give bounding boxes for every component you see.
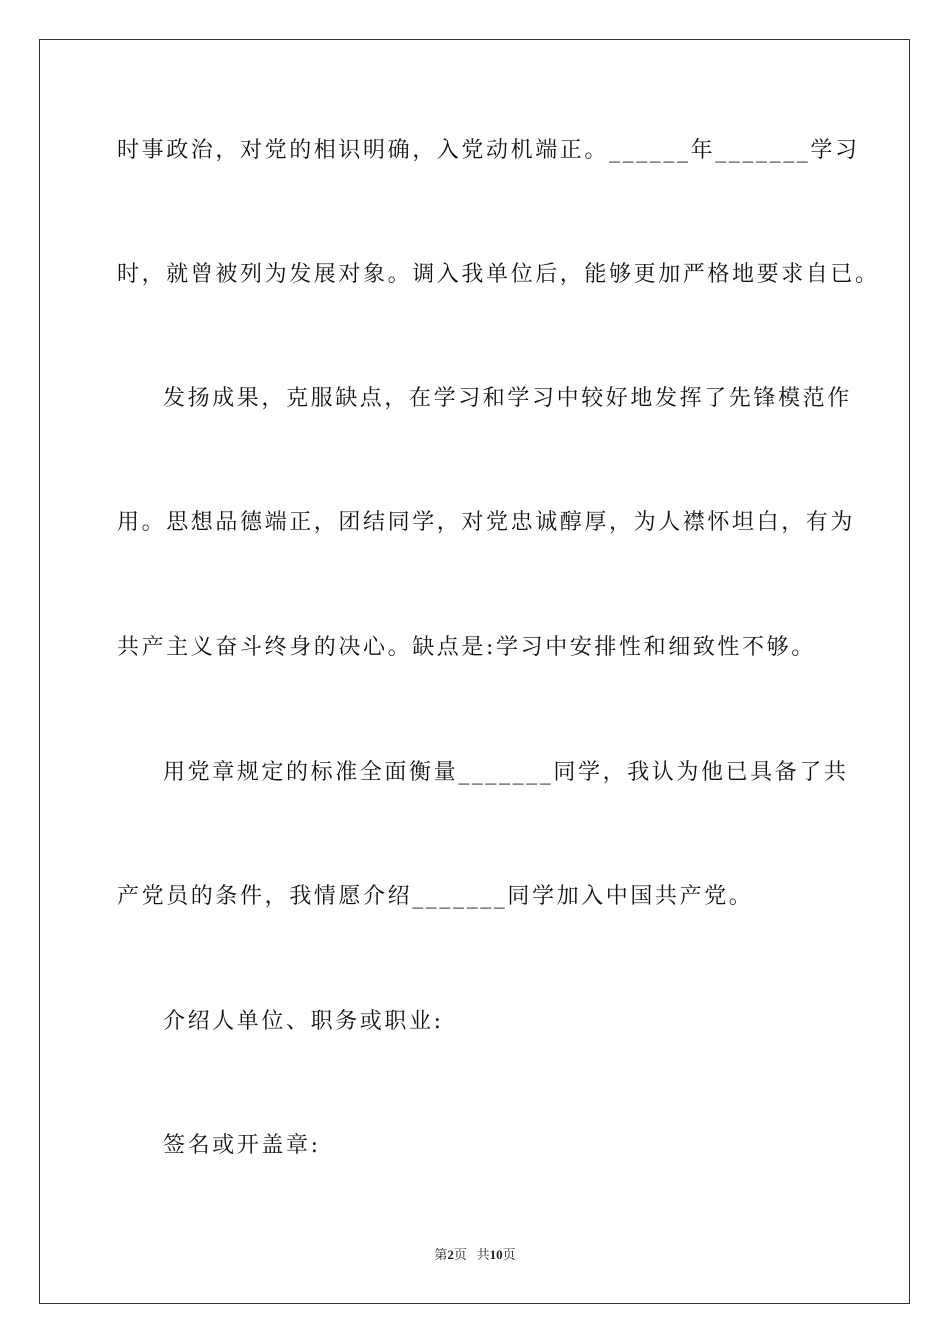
paragraph-line-5: 共产主义奋斗终身的决心。缺点是:学习中安排性和细致性不够。 (117, 635, 816, 660)
current-page-number: 2 (447, 1247, 454, 1262)
paragraph-line-6: 用党章规定的标准全面衡量_______同学，我认为他已具备了共 (163, 760, 849, 785)
paragraph-line-2: 时，就曾被列为发展对象。调入我单位后，能够更加严格地要求自已。 (117, 262, 880, 287)
paragraph-line-1: 时事政治，对党的相识明确，入党动机端正。______年_______学习 (117, 138, 860, 163)
paragraph-line-7: 产党员的条件，我情愿介绍_______同学加入中国共产党。 (117, 884, 754, 909)
signature-label: 签名或开盖章: (163, 1133, 321, 1158)
paragraph-line-3: 发扬成果，克服缺点，在学习和学习中较好地发挥了先锋模范作 (163, 386, 852, 411)
page-footer (0, 1246, 950, 1264)
page-label-prefix: 第 (434, 1247, 448, 1262)
total-pages-number: 10 (489, 1247, 503, 1262)
page-label-suffix: 页 (453, 1247, 467, 1262)
total-label-suffix: 页 (502, 1247, 516, 1262)
page-border (39, 39, 910, 1304)
paragraph-line-4: 用。思想品德端正，团结同学，对党忠诚醇厚，为人襟怀坦白，有为 (117, 510, 856, 535)
total-label-prefix: 共 (476, 1247, 490, 1262)
introducer-unit-label: 介绍人单位、职务或职业: (163, 1009, 444, 1034)
